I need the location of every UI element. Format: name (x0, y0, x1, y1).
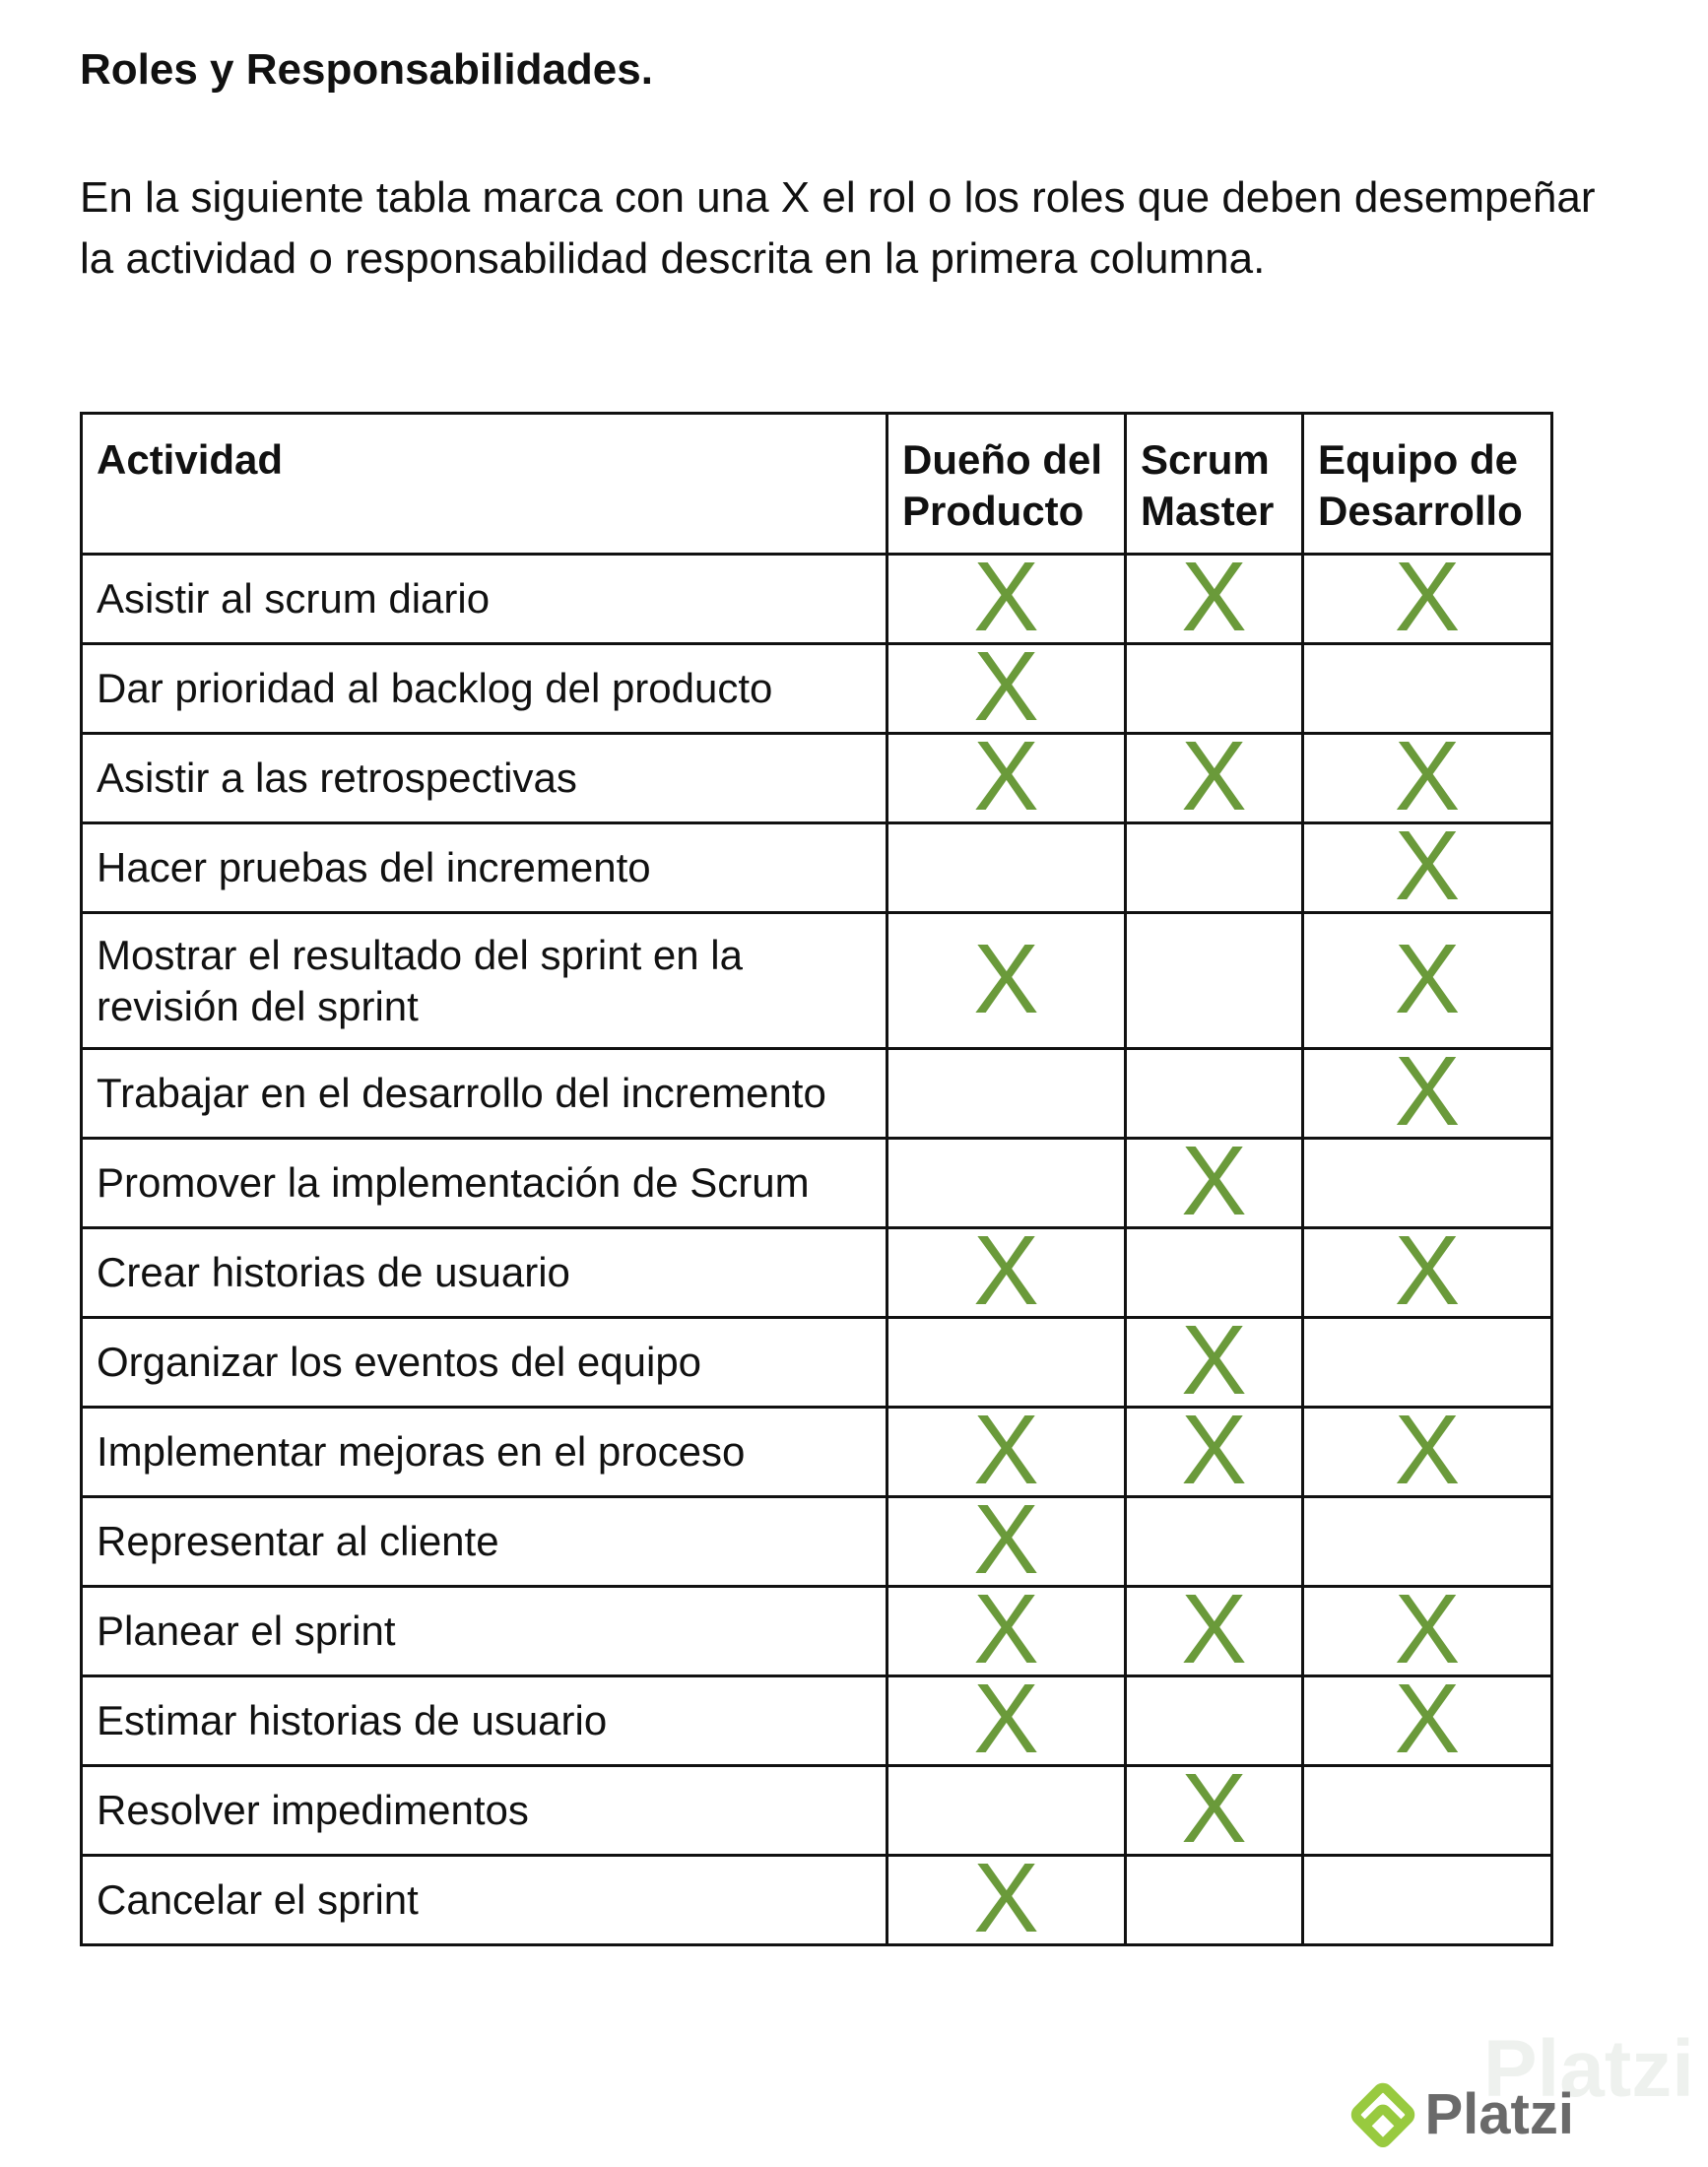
activity-cell: Cancelar el sprint (82, 1856, 887, 1945)
cell-dev-team (1303, 1856, 1552, 1945)
x-mark: X (973, 1574, 1039, 1684)
cell-scrum-master (1126, 1049, 1303, 1139)
table-row (82, 734, 1552, 823)
table-row (82, 1766, 1552, 1856)
activity-cell: Dar prioridad al backlog del producto (82, 644, 887, 734)
table-row (82, 1049, 1552, 1139)
activity-cell: Resolver impedimentos (82, 1766, 887, 1856)
cell-product-owner (887, 1395, 1126, 1505)
cell-product-owner (887, 913, 1126, 1049)
cell-dev-team (1303, 1215, 1552, 1326)
cell-scrum-master (1126, 1753, 1303, 1864)
x-mark: X (1394, 923, 1461, 1034)
x-mark: X (973, 542, 1039, 652)
cell-dev-team (1303, 1766, 1552, 1856)
cell-scrum-master (1126, 1497, 1303, 1587)
table-row (82, 1318, 1552, 1408)
activity-cell: Implementar mejoras en el proceso (82, 1408, 887, 1497)
cell-dev-team (1303, 721, 1552, 831)
table-row (82, 644, 1552, 734)
x-mark: X (1394, 1395, 1461, 1505)
x-mark: X (1394, 1215, 1461, 1326)
table-row (82, 1408, 1552, 1497)
platzi-watermark: Platzi (1482, 2024, 1694, 2114)
cell-scrum-master (1126, 1126, 1303, 1236)
page-title: Roles y Responsabilidades. (80, 45, 653, 94)
cell-scrum-master (1126, 913, 1303, 1049)
x-mark: X (1181, 1305, 1247, 1415)
table-row (82, 1139, 1552, 1228)
table-row (82, 1497, 1552, 1587)
platzi-logo-text: Platzi (1424, 2082, 1574, 2146)
cell-product-owner (887, 823, 1126, 913)
cell-product-owner (887, 1843, 1126, 1953)
x-mark: X (1181, 1395, 1247, 1505)
cell-dev-team (1303, 811, 1552, 921)
cell-scrum-master (1126, 1305, 1303, 1415)
cell-scrum-master (1126, 1228, 1303, 1318)
cell-product-owner (887, 721, 1126, 831)
x-mark: X (973, 631, 1039, 742)
cell-dev-team (1303, 1036, 1552, 1147)
table-header-row (82, 414, 1552, 555)
x-mark: X (1181, 1126, 1247, 1236)
instructions-text: En la siguiente tabla marca con una X el rol o los roles que deben desempeñar la actividad o responsabilidad descrita en la primera columna. (80, 173, 1596, 283)
table-row (82, 913, 1552, 1049)
activity-cell: Asistir al scrum diario (82, 555, 887, 644)
x-mark: X (973, 1843, 1039, 1953)
activity-cell: Crear historias de usuario (82, 1228, 887, 1318)
activity-cell: Asistir a las retrospectivas (82, 734, 887, 823)
x-mark: X (973, 923, 1039, 1034)
activity-cell: Trabajar en el desarrollo del incremento (82, 1049, 887, 1139)
table-body (82, 542, 1552, 1953)
cell-product-owner (887, 1766, 1126, 1856)
x-mark: X (1394, 811, 1461, 921)
x-mark: X (1394, 542, 1461, 652)
table-row (82, 1676, 1552, 1766)
cell-product-owner (887, 631, 1126, 742)
x-mark: X (973, 1215, 1039, 1326)
cell-dev-team (1303, 913, 1552, 1049)
header-scrum-master: Scrum Master (1126, 414, 1303, 555)
cell-product-owner (887, 542, 1126, 652)
cell-product-owner (887, 1318, 1126, 1408)
x-mark: X (973, 1484, 1039, 1595)
cell-scrum-master (1126, 1676, 1303, 1766)
cell-product-owner (887, 1139, 1126, 1228)
x-mark: X (1181, 721, 1247, 831)
activity-cell: Estimar historias de usuario (82, 1676, 887, 1766)
x-mark: X (1181, 542, 1247, 652)
x-mark: X (1394, 1664, 1461, 1774)
cell-scrum-master (1126, 1856, 1303, 1945)
x-mark: X (1394, 1036, 1461, 1147)
header-product-owner: Dueño del Producto (887, 414, 1126, 555)
cell-dev-team (1303, 1139, 1552, 1228)
table-row (82, 1587, 1552, 1676)
cell-scrum-master (1126, 644, 1303, 734)
x-mark: X (973, 1664, 1039, 1774)
cell-product-owner (887, 1049, 1126, 1139)
cell-dev-team (1303, 1395, 1552, 1505)
x-mark: X (1181, 1753, 1247, 1864)
x-mark: X (1181, 1574, 1247, 1684)
cell-dev-team (1303, 1664, 1552, 1774)
roles-table (80, 412, 1553, 1953)
cell-dev-team (1303, 1318, 1552, 1408)
x-mark: X (973, 1395, 1039, 1505)
x-mark: X (973, 721, 1039, 831)
cell-scrum-master (1126, 823, 1303, 913)
table-row (82, 1856, 1552, 1945)
cell-scrum-master (1126, 721, 1303, 831)
cell-dev-team (1303, 644, 1552, 734)
platzi-logo-icon (1350, 2082, 1415, 2147)
activity-cell: Mostrar el resultado del sprint en la revisión del sprint (82, 913, 887, 1049)
cell-scrum-master (1126, 1574, 1303, 1684)
cell-scrum-master (1126, 1395, 1303, 1505)
activity-cell: Organizar los eventos del equipo (82, 1318, 887, 1408)
activity-cell: Promover la implementación de Scrum (82, 1139, 887, 1228)
x-mark: X (1394, 721, 1461, 831)
table-row (82, 823, 1552, 913)
table-row (82, 555, 1552, 644)
header-activity: Actividad (82, 414, 887, 555)
cell-dev-team (1303, 542, 1552, 652)
cell-scrum-master (1126, 542, 1303, 652)
header-dev-team: Equipo de Desarrollo (1303, 414, 1552, 555)
platzi-logo (1350, 2081, 1575, 2147)
activity-cell: Representar al cliente (82, 1497, 887, 1587)
cell-product-owner (887, 1574, 1126, 1684)
cell-product-owner (887, 1215, 1126, 1326)
cell-dev-team (1303, 1574, 1552, 1684)
cell-product-owner (887, 1484, 1126, 1595)
activity-cell: Hacer pruebas del incremento (82, 823, 887, 913)
x-mark: X (1394, 1574, 1461, 1684)
table-row (82, 1228, 1552, 1318)
cell-dev-team (1303, 1497, 1552, 1587)
cell-product-owner (887, 1664, 1126, 1774)
activity-cell: Planear el sprint (82, 1587, 887, 1676)
